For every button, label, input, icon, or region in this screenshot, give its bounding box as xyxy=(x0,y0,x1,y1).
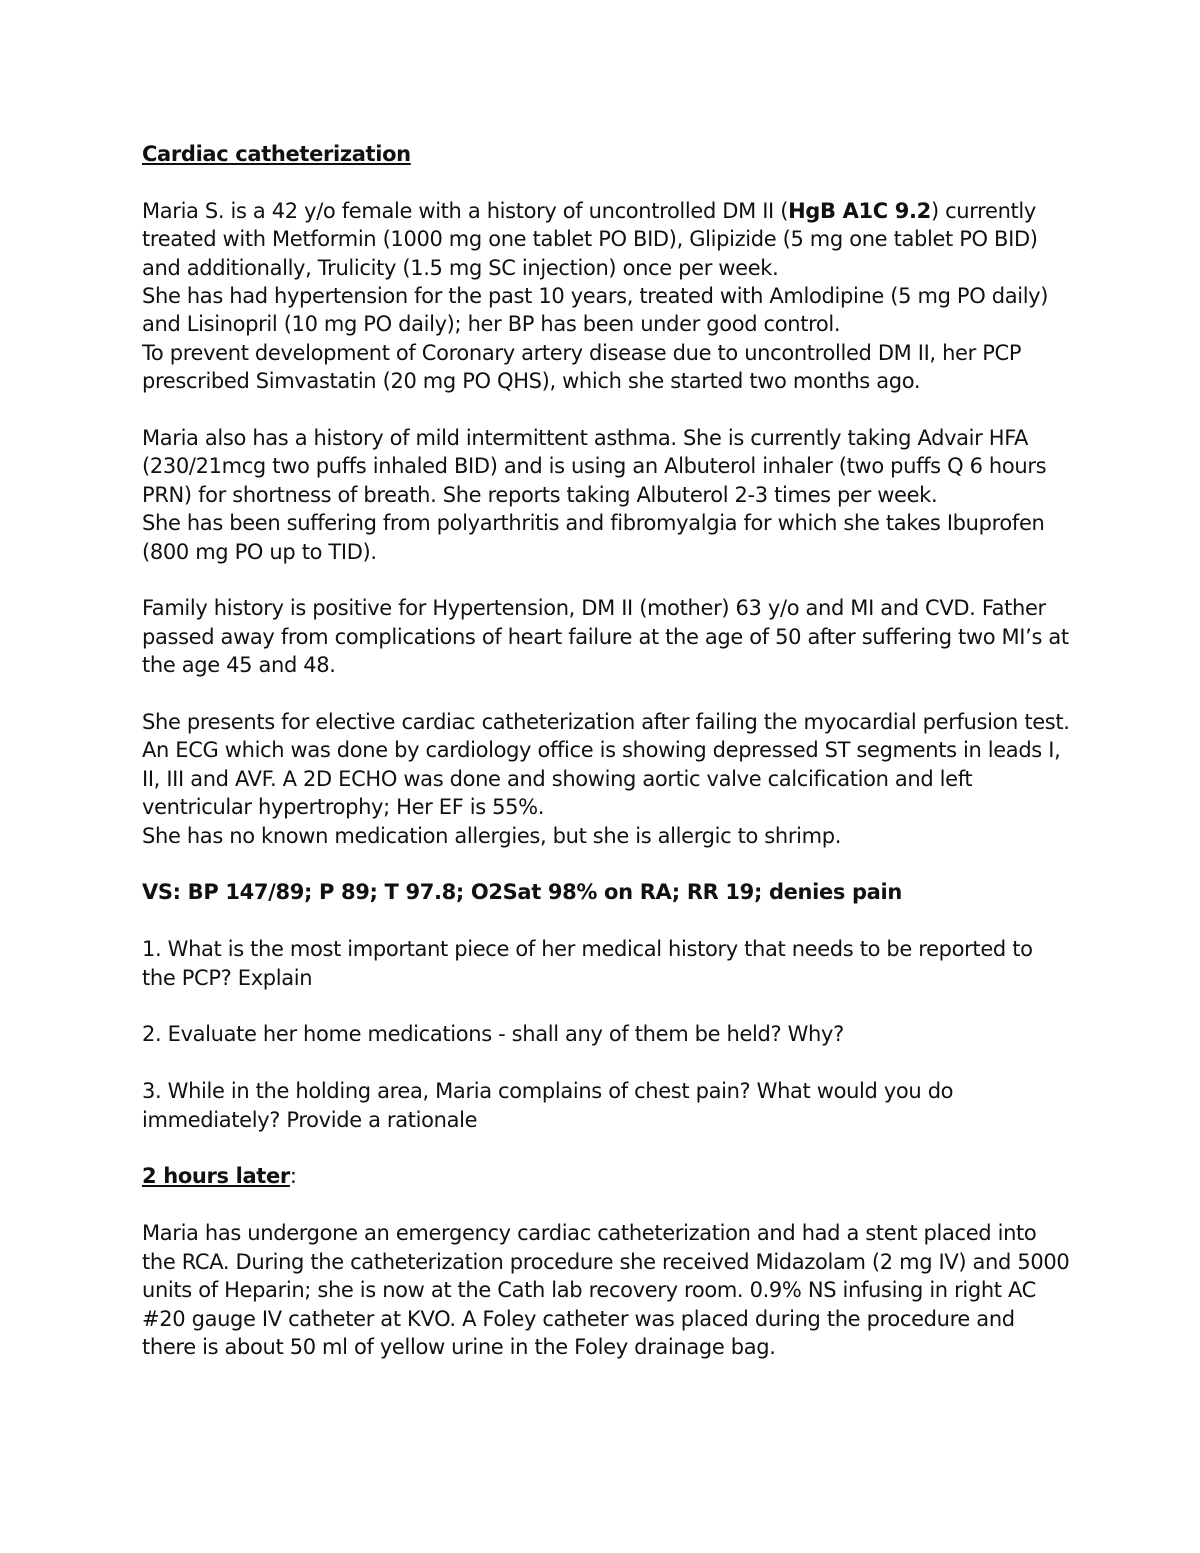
vital-signs: VS: BP 147/89; P 89; T 97.8; O2Sat 98% on RA; RR 19; denies pain xyxy=(142,880,902,905)
family-history-paragraph: Family history is positive for Hypertension, DM II (mother) 63 y/o and MI and CVD. Father passed away from complications of heart failure at the age of 50 after suffering two MI’s at the age 45 and 48. xyxy=(142,596,1069,678)
document-page xyxy=(142,140,1072,1361)
section-heading-text: 2 hours later xyxy=(142,1164,290,1189)
question-3: 3. While in the holding area, Maria complains of chest pain? What would you do immediately? Provide a rationale xyxy=(142,1079,954,1132)
question-1: 1. What is the most important piece of her medical history that needs to be reported to the PCP? Explain xyxy=(142,937,1033,990)
presentation-paragraph: She presents for elective cardiac catheterization after failing the myocardial perfusion test. An ECG which was done by cardiology office is showing depressed ST segments in leads I, II, III and AVF. A 2D ECHO was done and showing aortic valve calcification and left ventricular hypertrophy; Her EF is 55%. xyxy=(142,710,1070,820)
hypertension-line: She has had hypertension for the past 10 years, treated with Amlodipine (5 mg PO daily) and Lisinopril (10 mg PO daily); her BP has been under good control. xyxy=(142,284,1049,337)
section-heading xyxy=(142,1162,1072,1190)
history-paragraph xyxy=(142,197,1072,282)
recovery-paragraph: Maria has undergone an emergency cardiac catheterization and had a stent placed into the RCA. During the catheterization procedure she received Midazolam (2 mg IV) and 5000 units of Heparin; she is now at the Cath lab recovery room. 0.9% NS infusing in right AC #20 gauge IV catheter at KVO. A Foley catheter was placed during the procedure and there is about 50 ml of yellow urine in the Foley drainage bag. xyxy=(142,1221,1070,1359)
document-title: Cardiac catheterization xyxy=(142,142,411,166)
section-heading-suffix: : xyxy=(289,1164,297,1189)
question-2: 2. Evaluate her home medications - shall any of them be held? Why? xyxy=(142,1022,844,1047)
history-text-post: ) currently treated with Metformin (1000 mg one tablet PO BID), Glipizide (5 mg one tablet PO BID) and additionally, Trulicity (1.5 mg SC injection) once per week. xyxy=(142,198,1038,280)
statin-line: To prevent development of Coronary artery disease due to uncontrolled DM II, her PCP prescribed Simvastatin (20 mg PO QHS), which she started two months ago. xyxy=(142,340,1022,394)
history-text-pre: Maria S. is a 42 y/o female with a history of uncontrolled DM II ( xyxy=(142,198,789,223)
allergy-line: She has no known medication allergies, but she is allergic to shrimp. xyxy=(142,823,842,848)
arthritis-line: She has been suffering from polyarthritis and fibromyalgia for which she takes Ibuprofen (800 mg PO up to TID). xyxy=(142,511,1045,564)
asthma-paragraph: Maria also has a history of mild intermittent asthma. She is currently taking Advair HFA (230/21mcg two puffs inhaled BID) and is using an Albuterol inhaler (two puffs Q 6 hours PRN) for shortness of breath. She reports taking Albuterol 2-3 times per week. xyxy=(142,426,1047,507)
hgb-a1c-value: HgB A1C 9.2 xyxy=(788,198,931,223)
